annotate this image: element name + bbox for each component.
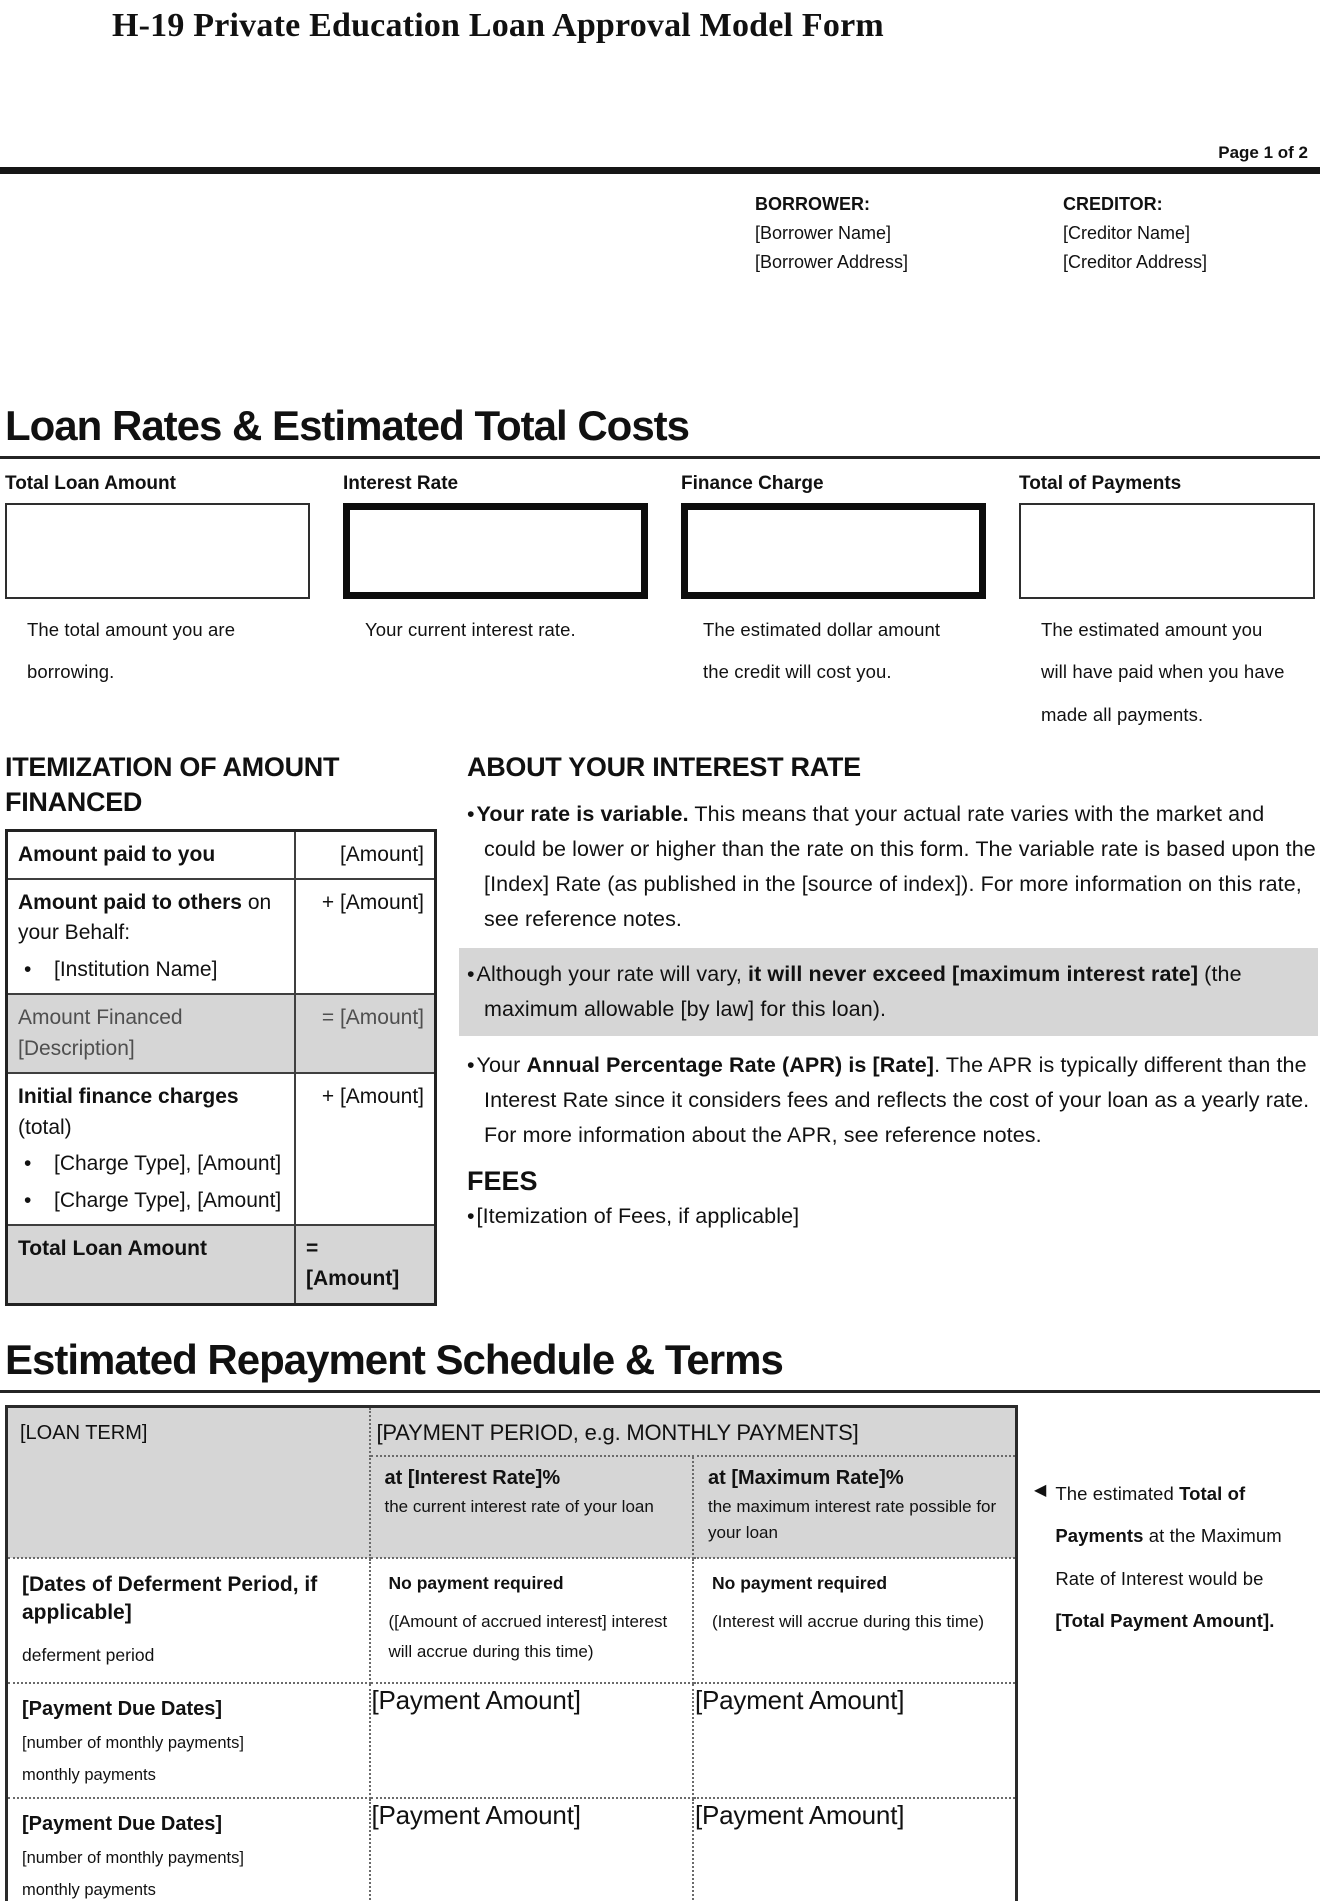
max-rate-post: (the maximum allowable [by law] for this loan). [484, 962, 1242, 1022]
fees-bullet: • [Itemization of Fees, if applicable] [467, 1204, 800, 1229]
institution-name: [Institution Name] [54, 957, 218, 981]
initial-finance-charges-label: Initial finance charges [18, 1085, 239, 1109]
max-rate-title: at [Maximum Rate]% [708, 1466, 904, 1489]
rate-variable-lead: Your rate is variable. [476, 802, 689, 827]
payment-period-header: [PAYMENT PERIOD, e.g. MONTHLY PAYMENTS] [370, 1406, 1017, 1456]
table-row [7, 1406, 1017, 1456]
annotation-total-of-payments: Total of Payments [1055, 1482, 1246, 1547]
current-rate-subtitle: the current interest rate of your loan [384, 1496, 654, 1516]
repayment-table [5, 1405, 1018, 1901]
creditor-name: [Creditor Name] [1063, 222, 1191, 243]
total-loan-amount-caption: The total amount you are borrowing. [27, 618, 236, 683]
payment-due-dates-cell [7, 1798, 370, 1901]
payment-amount-max: [Payment Amount] [693, 1683, 1017, 1798]
total-loan-amount-label: Total Loan Amount [5, 472, 176, 494]
interest-rate-box [343, 503, 648, 599]
monthly-payments-label: monthly payments [22, 1880, 156, 1899]
no-payment-required: No payment required [388, 1572, 564, 1593]
amount-financed-description: [Description] [18, 1036, 135, 1060]
accrued-interest-note: ([Amount of accrued interest] interest will accrue during this time) [388, 1611, 668, 1662]
table-row [7, 830, 436, 879]
charge-type-bullet [18, 1149, 284, 1179]
interest-accrue-note: (Interest will accrue during this time) [712, 1611, 985, 1631]
parties-block [0, 190, 1320, 290]
finance-charge-box [681, 503, 986, 599]
deferment-title: [Dates of Deferment Period, if applicable] [22, 1572, 318, 1624]
amount-paid-to-you-value: [Amount] [295, 830, 436, 879]
payment-due-dates: [Payment Due Dates] [22, 1812, 223, 1835]
apr-bullet: • Your Annual Percentage Rate (APR) is [Rate]. The APR is typically different than the Interest Rate since it considers fees and reflects the cost of your loan as a yearly rate. For more information about the APR, see reference notes. [467, 1052, 1310, 1147]
payment-row [7, 1683, 1017, 1798]
total-amount-value: [Amount] [306, 1267, 400, 1291]
no-payment-required: No payment required [712, 1572, 888, 1593]
itemization-table [5, 829, 437, 1306]
borrower-label: BORROWER: [755, 193, 870, 214]
annotation-part1: The estimated [1055, 1482, 1180, 1504]
itemization-column [5, 750, 467, 1305]
total-of-payments-caption: The estimated amount you will have paid when you have made all payments. [1041, 618, 1285, 725]
amount-paid-to-others-cell [7, 879, 296, 994]
total-loan-amount-row-value [295, 1225, 436, 1304]
header-rule [0, 167, 1320, 174]
borrower-block [755, 190, 908, 277]
max-rate-column-header [693, 1456, 1017, 1558]
repayment-heading: Estimated Repayment Schedule & Terms [5, 1335, 783, 1383]
creditor-address: [Creditor Address] [1063, 251, 1208, 272]
annotation-part3: at the Maximum Rate of Interest would be [1055, 1525, 1282, 1589]
apr-bold: Annual Percentage Rate (APR) is [Rate] [526, 1052, 935, 1077]
apr-pre: Your [476, 1052, 527, 1077]
deferment-sub: deferment period [22, 1645, 155, 1666]
borrower-address: [Borrower Address] [755, 251, 909, 272]
total-of-payments-box [1019, 503, 1315, 599]
form-title: H-19 Private Education Loan Approval Model Form [112, 7, 884, 44]
bullet-icon: • [24, 1188, 32, 1212]
creditor-block [1063, 190, 1207, 277]
amount-financed-label: Amount Financed [18, 1006, 183, 1030]
table-row [7, 1225, 436, 1304]
payment-due-dates: [Payment Due Dates] [22, 1697, 223, 1720]
total-loan-amount-col [5, 473, 310, 737]
charge-type-item: [Charge Type], [Amount] [54, 1152, 282, 1176]
total-loan-amount-row-label: Total Loan Amount [7, 1225, 296, 1304]
loan-term-header: [LOAN TERM] [7, 1406, 370, 1557]
payment-due-dates-cell [7, 1683, 370, 1798]
annotation-total-amount: [Total Payment Amount]. [1055, 1610, 1275, 1632]
middle-columns [0, 736, 1320, 1305]
bullet-icon: • [24, 1152, 32, 1176]
deferment-max-cell [693, 1558, 1017, 1683]
finance-charge-caption: The estimated dollar amount the credit will cost you. [703, 618, 941, 683]
payment-row [7, 1798, 1017, 1901]
initial-finance-charges-value: + [Amount] [295, 1073, 436, 1225]
deferment-row [7, 1558, 1017, 1683]
loan-rates-heading: Loan Rates & Estimated Total Costs [5, 401, 690, 449]
number-of-payments: [number of monthly payments] [22, 1733, 244, 1752]
initial-finance-charges-cell [7, 1073, 296, 1225]
total-of-payments-col [1019, 473, 1315, 737]
current-rate-column-header [370, 1456, 694, 1558]
max-rate-pre: Although your rate will vary, [476, 962, 748, 987]
about-rate-column [467, 750, 1320, 1305]
borrower-name: [Borrower Name] [755, 222, 892, 243]
amount-paid-to-you-label: Amount paid to you [7, 830, 296, 879]
amount-financed-cell [7, 994, 296, 1073]
left-arrow-icon: ◀ [1034, 1481, 1047, 1499]
amount-financed-value: = [Amount] [295, 994, 436, 1073]
rate-variable-text: This means that your actual rate varies with the market and could be lower or higher than the rate on this form. The variable rate is based upon the [Index] Rate (as published in the [source of index]). For more information on this rate, see reference notes. [484, 802, 1316, 931]
page-indicator: Page 1 of 2 [1218, 142, 1308, 162]
finance-charge-col [681, 473, 986, 737]
rate-variable-bullet: • Your rate is variable. This means that your actual rate varies with the market and could be lower or higher than the rate on this form. The variable rate is based upon the [Index] Rate (as published in the [source of index]). For more information on this rate, see reference notes. [467, 802, 1316, 931]
table-row [7, 994, 436, 1073]
charge-type-item: [Charge Type], [Amount] [54, 1188, 282, 1212]
bullet-icon: • [24, 957, 32, 981]
fees-heading: FEES [467, 1166, 538, 1197]
amount-paid-to-others-value: + [Amount] [295, 879, 436, 994]
interest-rate-caption: Your current interest rate. [365, 618, 576, 640]
equals-sign: = [306, 1236, 319, 1260]
amount-paid-to-others-rest: on your Behalf: [18, 891, 272, 945]
annotation-text [1055, 1473, 1316, 1643]
total-payments-annotation [1034, 1473, 1316, 1643]
max-rate-subtitle: the maximum interest rate possible for your loan [708, 1496, 997, 1543]
interest-rate-col [343, 473, 648, 737]
max-rate-bold: it will never exceed [maximum interest rate] [748, 962, 1199, 987]
number-of-payments: [number of monthly payments] [22, 1848, 244, 1867]
about-rate-heading: ABOUT YOUR INTEREST RATE [467, 752, 861, 783]
table-row [7, 879, 436, 994]
total-of-payments-label: Total of Payments [1019, 472, 1182, 494]
payment-amount-max: [Payment Amount] [693, 1798, 1017, 1901]
total-loan-amount-box [5, 503, 310, 599]
initial-finance-charges-total: (total) [18, 1115, 72, 1139]
fees-itemization: [Itemization of Fees, if applicable] [476, 1204, 800, 1229]
itemization-heading: ITEMIZATION OF AMOUNT FINANCED [5, 752, 340, 818]
interest-rate-label: Interest Rate [343, 472, 459, 494]
deferment-current-cell [370, 1558, 694, 1683]
finance-charge-label: Finance Charge [681, 472, 824, 494]
payment-amount-current: [Payment Amount] [370, 1683, 694, 1798]
payment-amount-current: [Payment Amount] [370, 1798, 694, 1901]
repayment-area [0, 1393, 1320, 1901]
charge-type-bullet [18, 1186, 284, 1216]
loan-rates-boxes [0, 459, 1320, 737]
max-rate-bullet: • Although your rate will vary, it will never exceed [maximum interest rate] (the maximum allowable [by law] for this loan). [459, 948, 1318, 1036]
current-rate-title: at [Interest Rate]% [384, 1466, 561, 1489]
apr-post: . The APR is typically different than the Interest Rate since it considers fees and reflects the cost of your loan as a yearly rate. For more information about the APR, see reference notes. [484, 1052, 1310, 1147]
table-row [7, 1073, 436, 1225]
amount-paid-to-others-label: Amount paid to others [18, 891, 242, 914]
monthly-payments-label: monthly payments [22, 1765, 156, 1784]
deferment-period-cell [7, 1558, 370, 1683]
creditor-label: CREDITOR: [1063, 193, 1163, 214]
institution-bullet [18, 955, 284, 985]
